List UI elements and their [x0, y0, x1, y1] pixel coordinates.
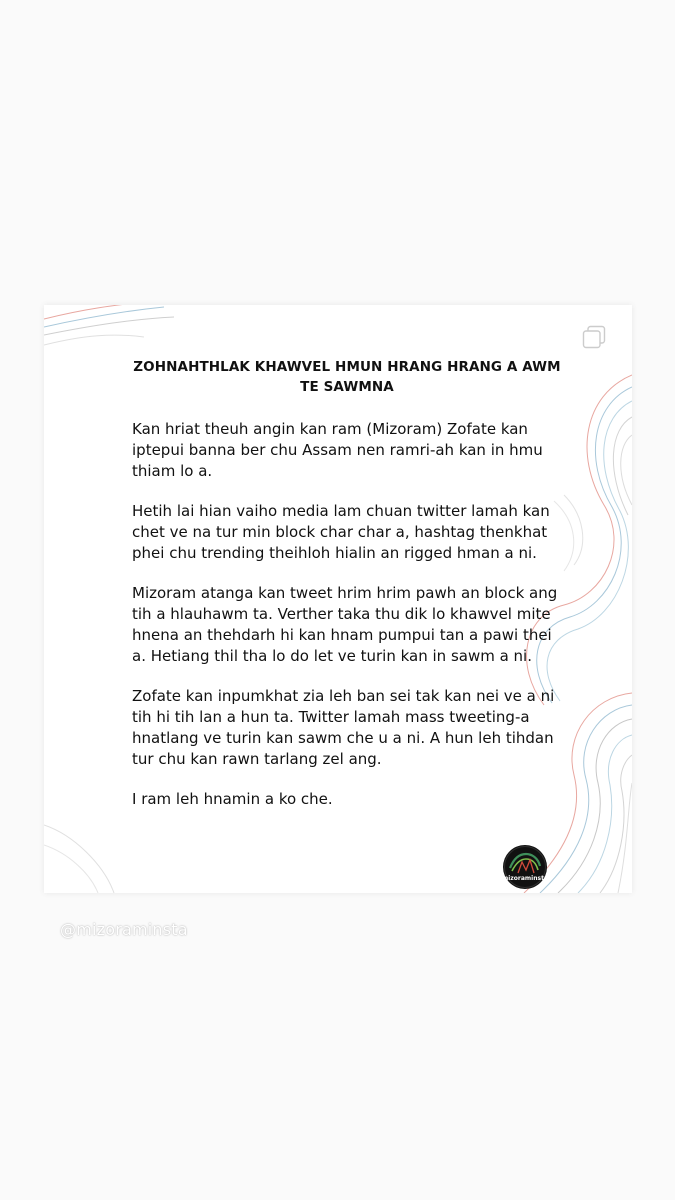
post-paragraph-4: Zofate kan inpumkhat zia leh ban sei tak kan nei ve a ni tih hi tih lan a hun ta. Twitter lamah mass tweeting-a hnatlang ve turin kan sawm che u a ni. A hun leh tihdan tur chu kan rawn tarlang zel ang.	[132, 687, 555, 768]
multiple-photos-glyph	[582, 325, 606, 349]
post-paragraph-1: Kan hriat theuh angin kan ram (Mizoram) Zofate kan iptepui banna ber chu Assam nen ramri-ah kan in hmu thiam lo a.	[132, 420, 543, 480]
account-watermark: @mizoraminsta	[60, 920, 188, 939]
post-content	[132, 357, 562, 829]
logo-glyph	[502, 844, 548, 890]
topo-lines-bottom-left	[44, 825, 114, 893]
logo-text: mizoraminsta	[502, 875, 548, 882]
post-paragraph-2: Hetih lai hian vaiho media lam chuan twitter lamah kan chet ve na tur min block char char a, hashtag thenkhat phei chu trending theihloh hialin an rigged hman a ni.	[132, 502, 550, 562]
post-paragraph-5: I ram leh hnamin a ko che.	[132, 790, 333, 808]
post-paragraph-3: Mizoram atanga kan tweet hrim hrim pawh an block ang tih a hlauhawm ta. Verther taka thu dik lo khawvel mite hnena an thehdarh hi kan hnam pumpui tan a pawi thei a. Hetiang thil tha lo do let ve turin kan in sawm a ni.	[132, 584, 558, 665]
post-title: ZOHNAHTHLAK KHAWVEL HMUN HRANG HRANG A AWM TE SAWMNA	[133, 359, 561, 395]
topo-lines-top-left	[44, 305, 174, 345]
mizoraminsta-logo	[502, 844, 548, 890]
multiple-photos-icon[interactable]	[582, 325, 606, 349]
post-card[interactable]	[44, 305, 632, 893]
